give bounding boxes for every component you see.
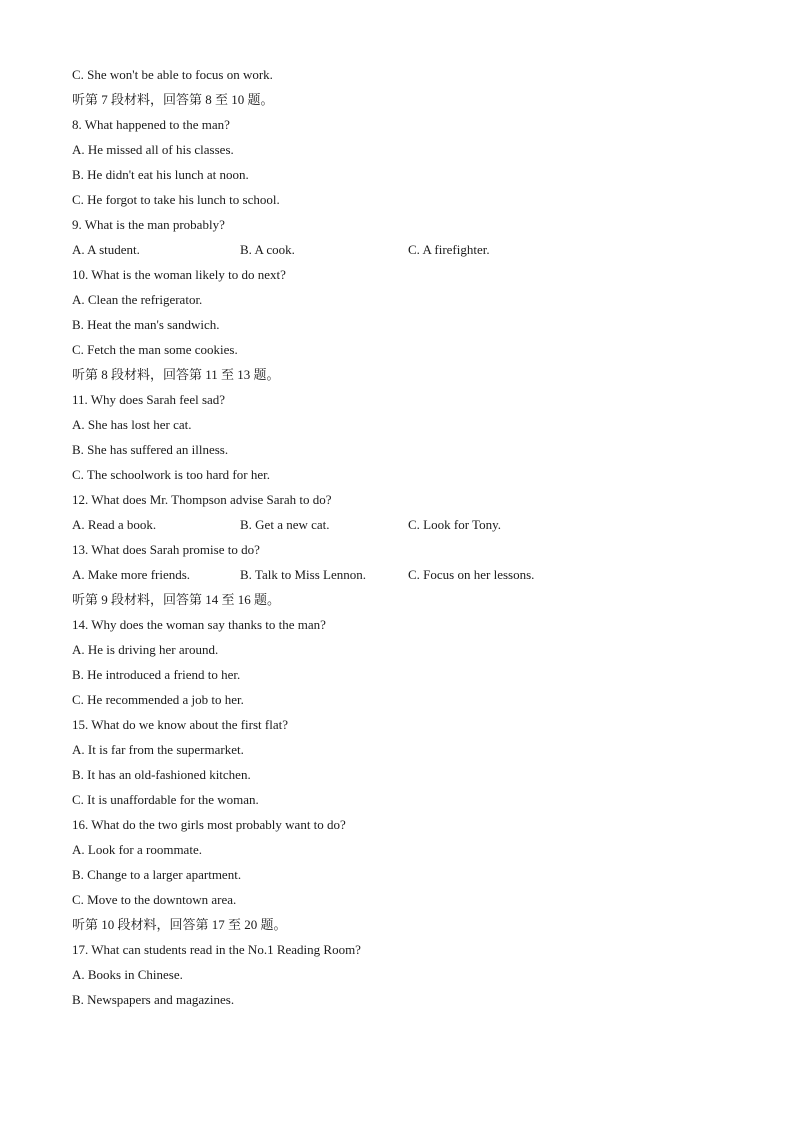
option-c: C. A firefighter. [408,242,490,257]
options-row [72,512,722,537]
option-line: B. He didn't eat his lunch at noon. [72,167,249,182]
option-line: A. Books in Chinese. [72,967,183,982]
options-row [72,237,722,262]
option-line: B. Newspapers and magazines. [72,992,235,1007]
option-line: A. Clean the refrigerator. [72,292,203,307]
option-b: B. Get a new cat. [240,517,330,532]
option-line: C. The schoolwork is too hard for her. [72,467,270,482]
option-line: C. It is unaffordable for the woman. [72,792,259,807]
question-10: 10. What is the woman likely to do next? [72,267,286,282]
section-instruction: 听第 9 段材料，回答第 14 至 16 题。 [72,592,281,607]
question-11: 11. Why does Sarah feel sad? [72,392,226,407]
question-9: 9. What is the man probably? [72,217,225,232]
option-b: B. A cook. [240,242,295,257]
question-16: 16. What do the two girls most probably want to do? [72,817,346,832]
question-17: 17. What can students read in the No.1 Reading Room? [72,942,361,957]
question-8: 8. What happened to the man? [72,117,230,132]
option-line: C. Move to the downtown area. [72,892,237,907]
question-12: 12. What does Mr. Thompson advise Sarah to do? [72,492,332,507]
option-a: A. Read a book. [72,517,157,532]
option-b: B. Talk to Miss Lennon. [240,567,366,582]
option-a: A. Make more friends. [72,567,191,582]
option-line: A. He is driving her around. [72,642,219,657]
option-line: B. Change to a larger apartment. [72,867,242,882]
option-line: C. She won't be able to focus on work. [72,67,273,82]
option-line: B. It has an old-fashioned kitchen. [72,767,251,782]
option-line: B. He introduced a friend to her. [72,667,241,682]
option-line: B. Heat the man's sandwich. [72,317,220,332]
question-14: 14. Why does the woman say thanks to the man? [72,617,326,632]
option-line: C. He recommended a job to her. [72,692,244,707]
option-line: B. She has suffered an illness. [72,442,229,457]
section-instruction: 听第 8 段材料，回答第 11 至 13 题。 [72,367,280,382]
section-instruction: 听第 7 段材料，回答第 8 至 10 题。 [72,92,274,107]
option-line: A. It is far from the supermarket. [72,742,244,757]
option-line: A. She has lost her cat. [72,417,192,432]
option-line: A. Look for a roommate. [72,842,202,857]
question-15: 15. What do we know about the first flat? [72,717,289,732]
option-c: C. Look for Tony. [408,517,501,532]
question-13: 13. What does Sarah promise to do? [72,542,260,557]
section-instruction: 听第 10 段材料，回答第 17 至 20 题。 [72,917,287,932]
option-a: A. A student. [72,242,140,257]
option-c: C. Focus on her lessons. [408,567,535,582]
options-row [72,562,722,587]
option-line: C. Fetch the man some cookies. [72,342,238,357]
option-line: C. He forgot to take his lunch to school. [72,192,280,207]
option-line: A. He missed all of his classes. [72,142,234,157]
exam-page [72,62,722,1012]
